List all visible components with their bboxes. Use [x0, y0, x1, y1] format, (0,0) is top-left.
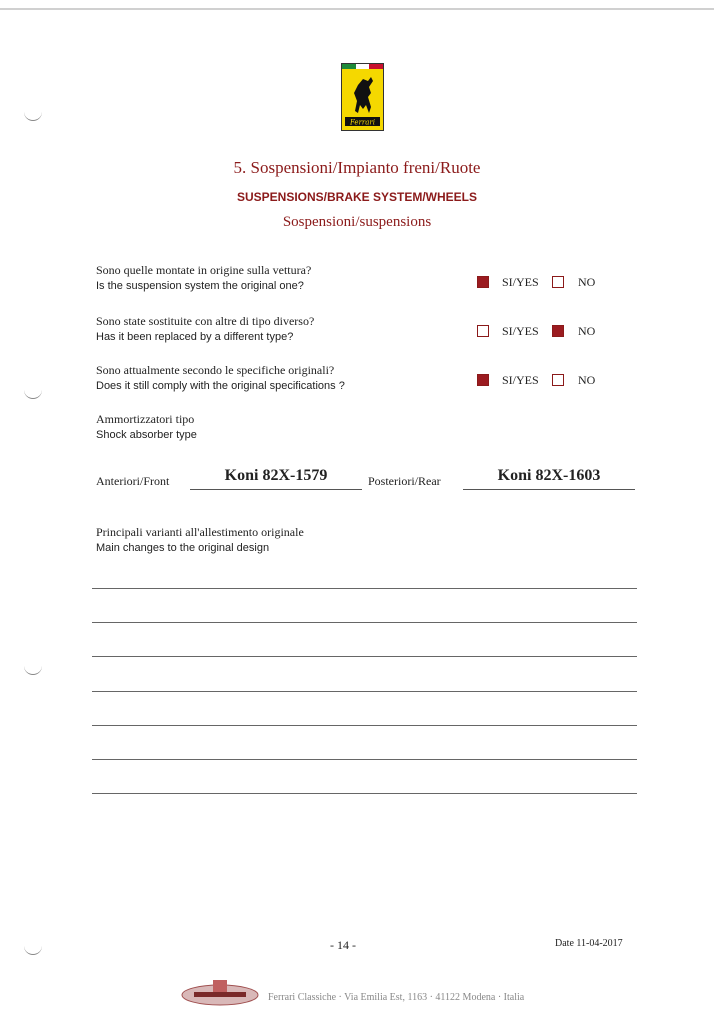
changes-label-italian: Principali varianti all'allestimento originale — [96, 525, 304, 539]
q2-no-label: NO — [578, 324, 596, 338]
q2-no-checkbox[interactable] — [552, 325, 564, 337]
shock-absorber-heading — [96, 411, 197, 443]
question-text-italian: Sono attualmente secondo le specifiche originali? — [96, 363, 335, 377]
write-line[interactable] — [92, 759, 637, 760]
document-date: Date 11-04-2017 — [555, 938, 623, 949]
front-shock-value[interactable]: Koni 82X-1579 — [224, 467, 328, 484]
section-subtitle: Sospensioni/suspensions — [282, 214, 432, 230]
changes-label-english: Main changes to the original design — [96, 542, 270, 554]
q3-yes-label: SI/YES — [502, 373, 539, 387]
q1-yes-label: SI/YES — [502, 275, 539, 289]
write-line[interactable] — [92, 588, 637, 589]
rear-underline — [463, 489, 635, 490]
logo-text: Ferrari — [349, 118, 376, 127]
question-text-english: Is the suspension system the original one? — [96, 280, 304, 292]
punch-hole — [24, 388, 42, 399]
punch-hole — [24, 664, 42, 675]
punch-hole — [24, 110, 42, 121]
write-line[interactable] — [92, 725, 637, 726]
q3-no-label: NO — [578, 373, 596, 387]
question-text-english: Does it still comply with the original specifications ? — [96, 380, 345, 392]
q3-no-checkbox[interactable] — [552, 374, 564, 386]
page-number: - 14 - — [330, 938, 356, 952]
rear-shock-value[interactable]: Koni 82X-1603 — [497, 467, 601, 484]
write-line[interactable] — [92, 691, 637, 692]
punch-hole — [24, 944, 42, 955]
front-label: Anteriori/Front — [96, 474, 170, 488]
q1-yes-checkbox[interactable] — [477, 276, 489, 288]
q1-no-label: NO — [578, 275, 596, 289]
write-line[interactable] — [92, 656, 637, 657]
section-title-english: SUSPENSIONS/BRAKE SYSTEM/WHEELS — [236, 190, 478, 204]
write-line[interactable] — [92, 793, 637, 794]
q1-no-checkbox[interactable] — [552, 276, 564, 288]
question-original-suspension — [96, 262, 311, 294]
ferrari-classiche-logo — [180, 978, 260, 1008]
footer-address: Ferrari Classiche · Via Emilia Est, 1163 · 41122 Modena · Italia — [268, 992, 525, 1003]
q2-yes-checkbox[interactable] — [477, 325, 489, 337]
shock-label-english: Shock absorber type — [96, 429, 197, 441]
ferrari-shield-logo — [341, 63, 384, 131]
q2-yes-label: SI/YES — [502, 324, 539, 338]
question-text-italian: Sono quelle montate in origine sulla vettura? — [96, 263, 312, 277]
main-changes-heading — [96, 524, 304, 556]
question-replaced-type — [96, 313, 314, 345]
question-text-english: Has it been replaced by a different type? — [96, 331, 294, 343]
question-original-specifications — [96, 362, 345, 394]
q3-yes-checkbox[interactable] — [477, 374, 489, 386]
write-line[interactable] — [92, 622, 637, 623]
question-text-italian: Sono state sostituite con altre di tipo diverso? — [96, 314, 315, 328]
rear-label: Posteriori/Rear — [368, 474, 441, 488]
front-underline — [190, 489, 362, 490]
shock-label-italian: Ammortizzatori tipo — [96, 412, 195, 426]
section-title-italian: 5. Sospensioni/Impianto freni/Ruote — [233, 158, 481, 177]
scan-top-edge — [0, 8, 714, 10]
